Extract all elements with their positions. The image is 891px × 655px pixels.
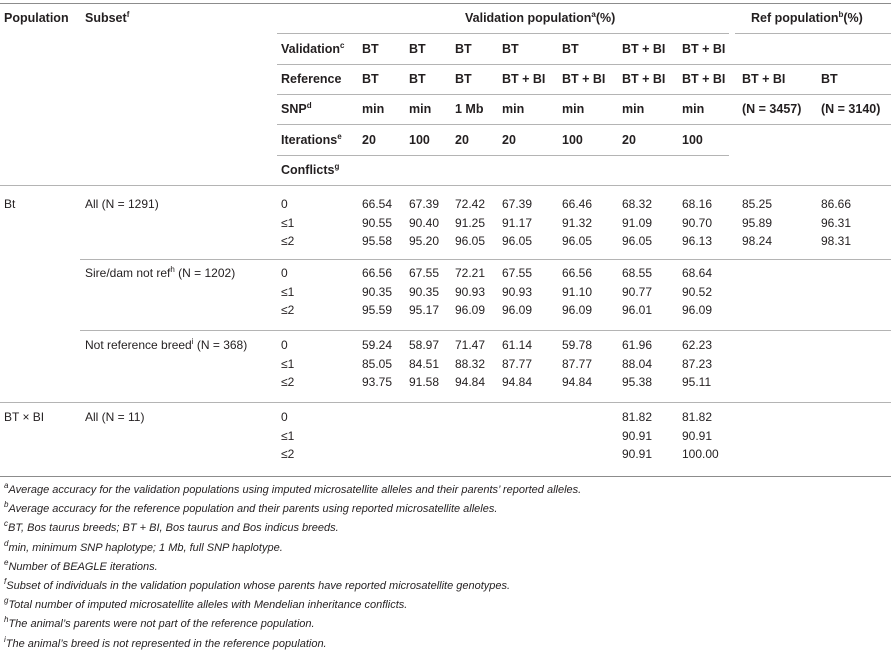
table-cell: 81.82: [622, 410, 653, 424]
group-4-rule: [0, 402, 891, 403]
footnote: $^e$Number of BEAGLE iterations.: [4, 557, 158, 573]
col-6-iterations: 20: [622, 133, 636, 147]
col-4-snp: min: [502, 102, 525, 116]
group-3-subset: Not reference breed$^i$ (N = 368): [85, 337, 248, 352]
table-cell: 94.84: [502, 375, 533, 389]
table-cell: 94.84: [455, 375, 486, 389]
conflict-level: 0: [281, 266, 288, 280]
table-cell: 59.78: [562, 338, 593, 352]
table-cell: 95.17: [409, 303, 440, 317]
table-cell: 90.91: [682, 428, 713, 443]
table-cell: 91.25: [455, 215, 486, 230]
table-cell: 96.09: [502, 303, 533, 317]
table-cell: 66.54: [362, 197, 393, 211]
table-cell: 90.93: [455, 284, 486, 299]
validation-row-rule: [277, 64, 891, 65]
col-1-iterations: 20: [362, 133, 376, 147]
footnote: $^d$min, minimum SNP haplotype; 1 Mb, full SNP haplotype.: [4, 538, 283, 554]
col-5-reference: BT + BI: [562, 72, 606, 86]
col-3-reference: BT: [455, 72, 472, 86]
table-cell: 100.00: [682, 447, 719, 461]
table-cell: 72.21: [455, 266, 486, 280]
reference-row-label: Reference: [281, 72, 342, 86]
footnote: $^i$The animal’s breed is not represented in the reference population.: [4, 634, 327, 650]
table-cell: 61.96: [622, 338, 653, 352]
group-1-subset: All (N = 1291): [85, 197, 159, 211]
ref-col-2-reference: BT: [821, 72, 838, 86]
col-7-snp: min: [682, 102, 705, 116]
table-cell: 67.55: [502, 266, 533, 280]
table-cell: 61.14: [502, 338, 533, 352]
table-cell: 67.55: [409, 266, 440, 280]
table-cell: 59.24: [362, 338, 393, 352]
col-4-iterations: 20: [502, 133, 516, 147]
table-cell: 84.51: [409, 356, 440, 371]
col-7-reference: BT + BI: [682, 72, 726, 86]
footnote: $^b$Average accuracy for the reference population and their parents using reported microsatellite alleles.: [4, 500, 498, 516]
col-6-validation: BT + BI: [622, 42, 666, 56]
col-2-validation: BT: [409, 42, 426, 56]
group-1-population: Bt: [4, 197, 16, 211]
snp-row-label: SNP$^d$: [281, 101, 312, 116]
ref-group-rule: [735, 33, 891, 34]
validation-group-header: Validation population$^a$(%): [465, 10, 616, 25]
iterations-row-label: Iterations$^e$: [281, 132, 342, 147]
table-cell: 88.32: [455, 356, 486, 371]
ref-col-1-reference: BT + BI: [742, 72, 786, 86]
ref-table-cell: 95.89: [742, 215, 773, 230]
table-cell: 96.09: [682, 303, 713, 317]
col-1-validation: BT: [362, 42, 379, 56]
footnote: $^g$Total number of imputed microsatellite alleles with Mendelian inheritance conflicts.: [4, 596, 408, 612]
conflict-level: 0: [281, 197, 288, 211]
table-cell: 91.32: [562, 215, 593, 230]
table-cell: 93.75: [362, 375, 393, 389]
snp-row-rule: [277, 124, 891, 125]
table-cell: 91.58: [409, 375, 440, 389]
table-cell: 72.42: [455, 197, 486, 211]
table-cell: 90.91: [622, 428, 653, 443]
col-3-validation: BT: [455, 42, 472, 56]
reference-row-rule: [277, 94, 891, 95]
ref-table-cell: 98.24: [742, 234, 773, 248]
table-cell: 91.09: [622, 215, 653, 230]
table-cell: 68.16: [682, 197, 713, 211]
conflict-level: ≤2: [281, 375, 295, 389]
footnote: $^c$BT, Bos taurus breeds; BT + BI, Bos taurus and Bos indicus breeds.: [4, 519, 339, 535]
col-7-iterations: 100: [682, 133, 703, 147]
table-cell: 58.97: [409, 338, 440, 352]
col-2-snp: min: [409, 102, 432, 116]
conflict-level: ≤1: [281, 356, 295, 371]
col-2-reference: BT: [409, 72, 426, 86]
table-cell: 90.93: [502, 284, 533, 299]
table-cell: 71.47: [455, 338, 486, 352]
table-cell: 87.77: [502, 356, 533, 371]
table-cell: 90.55: [362, 215, 393, 230]
validation-row-label: Validation$^c$: [281, 41, 345, 56]
subset-header: Subset$^f$: [85, 10, 130, 25]
table-cell: 95.38: [622, 375, 653, 389]
col-5-validation: BT: [562, 42, 579, 56]
table-cell: 85.05: [362, 356, 393, 371]
top-rule: [0, 3, 891, 4]
table-cell: 68.32: [622, 197, 653, 211]
col-6-snp: min: [622, 102, 645, 116]
table-cell: 96.05: [622, 234, 653, 248]
table-cell: 95.11: [682, 375, 712, 389]
conflict-level: ≤2: [281, 234, 295, 248]
group-2-subset: Sire/dam not ref$^h$ (N = 1202): [85, 265, 236, 280]
group-3-rule: [80, 330, 891, 331]
group-2-rule: [80, 259, 891, 260]
table-cell: 90.35: [409, 284, 440, 299]
col-3-iterations: 20: [455, 133, 469, 147]
col-7-validation: BT + BI: [682, 42, 726, 56]
table-cell: 88.04: [622, 356, 653, 371]
header-bottom-rule: [0, 185, 891, 186]
col-4-validation: BT: [502, 42, 519, 56]
validation-group-rule: [277, 33, 729, 34]
ref-table-cell: 96.31: [821, 215, 852, 230]
table-cell: 87.77: [562, 356, 593, 371]
table-bottom-rule: [0, 476, 891, 477]
table-cell: 66.56: [562, 266, 593, 280]
conflicts-row-label: Conflicts$^g$: [281, 162, 340, 177]
table-cell: 68.55: [622, 266, 653, 280]
group-4-population: BT × BI: [4, 410, 45, 424]
table-cell: 94.84: [562, 375, 593, 389]
table-cell: 91.10: [562, 284, 593, 299]
footnote: $^h$The animal’s parents were not part of the reference population.: [4, 615, 315, 631]
table-cell: 68.64: [682, 266, 713, 280]
table-cell: 66.46: [562, 197, 593, 211]
table-cell: 90.52: [682, 284, 713, 299]
table-cell: 62.23: [682, 338, 713, 352]
table-cell: 96.05: [502, 234, 533, 248]
table-cell: 96.13: [682, 234, 713, 248]
table-cell: 95.59: [362, 303, 393, 317]
table-cell: 90.91: [622, 447, 653, 461]
ref-table-cell: 98.31: [821, 234, 852, 248]
ref-group-header: Ref population$^b$(%): [751, 10, 863, 25]
table-cell: 90.77: [622, 284, 653, 299]
col-3-snp: 1 Mb: [455, 102, 484, 116]
iterations-row-rule: [277, 155, 729, 156]
table-cell: 95.58: [362, 234, 393, 248]
ref-col-1-n: (N = 3457): [742, 102, 802, 116]
table-cell: 81.82: [682, 410, 713, 424]
table-cell: 90.40: [409, 215, 440, 230]
table-cell: 91.17: [502, 215, 533, 230]
table-cell: 95.20: [409, 234, 440, 248]
col-4-reference: BT + BI: [502, 72, 546, 86]
conflict-level: ≤2: [281, 447, 295, 461]
conflict-level: ≤2: [281, 303, 295, 317]
col-6-reference: BT + BI: [622, 72, 666, 86]
table-cell: 87.23: [682, 356, 713, 371]
col-1-reference: BT: [362, 72, 379, 86]
ref-col-2-n: (N = 3140): [821, 102, 881, 116]
group-4-subset: All (N = 11): [85, 410, 145, 424]
table-cell: 66.56: [362, 266, 393, 280]
population-header: Population: [4, 11, 69, 25]
conflict-level: 0: [281, 410, 288, 424]
conflict-level: ≤1: [281, 215, 295, 230]
col-1-snp: min: [362, 102, 385, 116]
ref-table-cell: 85.25: [742, 197, 773, 211]
table-cell: 90.70: [682, 215, 713, 230]
table-cell: 96.05: [455, 234, 486, 248]
col-5-snp: min: [562, 102, 585, 116]
table-cell: 96.01: [622, 303, 653, 317]
table-cell: 90.35: [362, 284, 393, 299]
conflict-level: ≤1: [281, 284, 295, 299]
conflict-level: 0: [281, 338, 288, 352]
ref-table-cell: 86.66: [821, 197, 852, 211]
col-2-iterations: 100: [409, 133, 430, 147]
table-cell: 67.39: [409, 197, 440, 211]
footnote: $^f$Subset of individuals in the validation population whose parents have reported microsatellite genotypes.: [4, 577, 511, 592]
table-cell: 96.09: [455, 303, 486, 317]
table-cell: 96.05: [562, 234, 593, 248]
table-cell: 96.09: [562, 303, 593, 317]
col-5-iterations: 100: [562, 133, 583, 147]
table-cell: 67.39: [502, 197, 533, 211]
conflict-level: ≤1: [281, 428, 295, 443]
footnote: $^a$Average accuracy for the validation populations using imputed microsatellite alleles and their parents’ reported alleles.: [4, 481, 582, 496]
